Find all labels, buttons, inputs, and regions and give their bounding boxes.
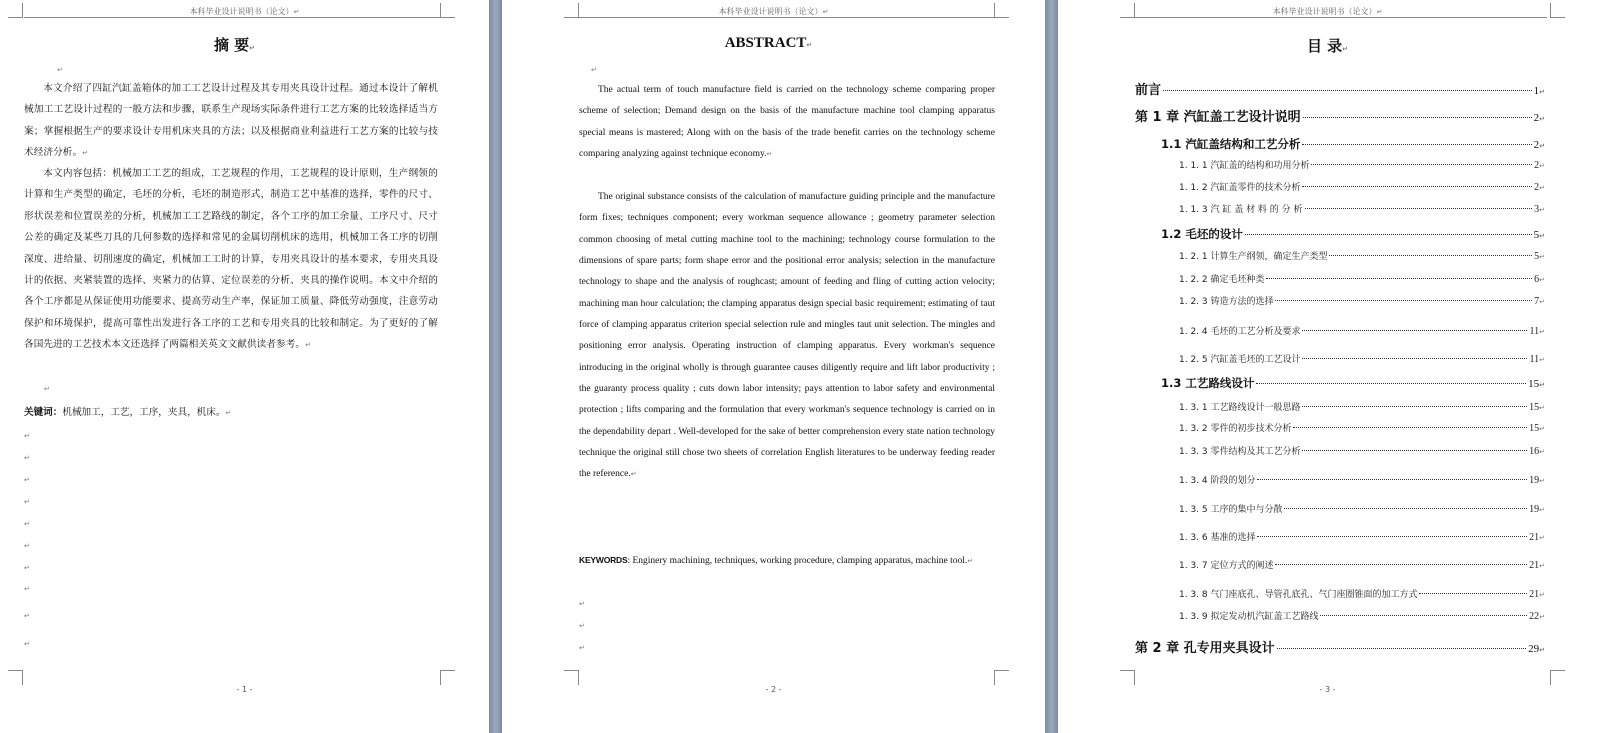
header-rule [1134,17,1547,18]
toc-leader-dots [1275,564,1527,565]
toc-entry[interactable] [1135,79,1545,98]
paragraph-mark: ↵ [1539,356,1545,364]
paragraph-mark: ↵ [1539,534,1545,542]
toc-entry[interactable] [1179,530,1545,543]
crop-mark [440,670,455,685]
toc-leader-dots [1320,615,1527,616]
toc-entry[interactable] [1161,226,1545,242]
toc-leader-dots [1284,508,1527,509]
toc-entry-page: 16 [1529,446,1540,457]
toc-entry-label: 1. 2. 2 确定毛坯种类 [1179,275,1265,285]
toc-entry-label: 1. 3. 1 工艺路线设计一般思路 [1179,403,1301,413]
paragraph-mark: ↵ [579,622,585,630]
paragraph-mark: ↵ [24,542,30,550]
page-header: 本科毕业设计说明书（论文）↵ [1272,7,1383,16]
toc-entry-label: 1. 3. 5 工序的集中与分散 [1179,505,1283,515]
toc-entry-page: 2 [1533,139,1540,151]
toc-leader-dots [1277,648,1527,649]
toc-entry-label: 第 2 章 孔专用夹具设计 [1135,641,1275,656]
crop-mark [8,3,23,18]
paragraph-mark: ↵ [1539,591,1545,599]
toc-leader-dots [1257,479,1527,480]
crop-mark [8,670,23,685]
toc-entry[interactable] [1179,400,1545,413]
toc-leader-dots [1245,234,1532,235]
paragraph-mark: ↵ [1539,328,1545,336]
toc-entry-label: 1. 2. 1 计算生产纲领，确定生产类型 [1179,252,1328,262]
document-page-1 [0,0,489,733]
crop-mark [1120,670,1135,685]
abstract-paragraph: 本文内容包括：机械加工工艺的组成，工艺规程的作用，工艺规程的设计原则，生产纲领的计算和生产类型的确定，毛坯的分析，毛坯的制造形式，制造工艺中基准的选择，零件的尺寸、形状误差和位置误差的分析，机械加工工艺路线的制定，各个工序的加工余量、工序尺寸、尺寸公差的确定及某些刀具的几何参数的选择和常见的金属切削机床的选用，机械加工各工序的切削深度、进给量、切削速度的确定，机械加工工时的计算，专用夹具设计的基本要求，专用夹具设计的依据、夹紧装置的选择、夹紧力的估算、定位误差的分析、夹具的操作说明。本文中介绍的各个工序都是从保证使用功能要求、提高劳动生产率，保证加工质量、降低劳动强度，注意劳动保护和环境保护，提高可靠性出发进行各工序的工艺和专用夹具的比较和制定。为了更好的了解各国先进的工艺技术本文还选择了两篇相关英文文献供读者参考。↵ [24,168,438,351]
paragraph-mark: ↵ [57,66,63,74]
paragraph-mark: ↵ [24,454,30,462]
paragraph-mark: ↵ [579,644,585,652]
paragraph-mark: ↵ [1539,613,1545,621]
paragraph-mark: ↵ [1539,88,1545,96]
paragraph-mark: ↵ [579,600,585,608]
paragraph-mark: ↵ [1539,404,1545,412]
toc-leader-dots [1302,330,1527,331]
toc-leader-dots [1302,358,1527,359]
page-number: - 2 - [765,685,782,694]
paragraph-mark: ↵ [1539,184,1545,192]
toc-leader-dots [1257,536,1527,537]
toc-entry-label: 1. 3. 3 零件结构及其工艺分析 [1179,447,1301,457]
toc-entry-page: 5 [1534,251,1540,262]
toc-entry-page: 7 [1534,296,1540,307]
toc-entry-page: 15 [1529,423,1540,434]
toc-entry-label: 1. 1. 2 汽缸盖零件的技术分析 [1179,183,1301,193]
paragraph-mark: ↵ [1539,298,1545,306]
header-rule [578,17,995,18]
toc-entry[interactable] [1179,272,1545,285]
toc-entry-page: 11 [1529,326,1540,337]
toc-entry[interactable] [1179,324,1545,337]
paragraph-mark: ↵ [591,66,597,74]
paragraph-mark: ↵ [1539,232,1545,240]
toc-entry-label: 1. 2. 4 毛坯的工艺分析及要求 [1179,327,1301,337]
paragraph-mark: ↵ [1539,646,1545,654]
toc-entry-page: 2 [1534,182,1540,193]
paragraph-mark: ↵ [24,612,30,620]
toc-entry-page: 5 [1533,229,1540,241]
toc-entry[interactable] [1179,444,1545,457]
toc-entry-label: 1.1 汽缸盖结构和工艺分析 [1161,137,1301,151]
paragraph-mark: ↵ [1539,276,1545,284]
toc-entry-label: 前言 [1135,83,1162,98]
toc-entry-label: 1. 3. 6 基准的选择 [1179,533,1256,543]
toc-entry[interactable] [1179,249,1545,262]
toc-entry[interactable] [1179,502,1545,515]
toc-leader-dots [1303,117,1532,118]
paragraph-mark: ↵ [1539,162,1545,170]
paragraph-mark: ↵ [1539,425,1545,433]
toc-entry-label: 1. 3. 9 拟定发动机汽缸盖工艺路线 [1179,612,1319,622]
paragraph-mark: ↵ [1539,477,1545,485]
toc-entry-page: 22 [1529,611,1540,622]
page-title: 摘 要↵ [213,36,256,54]
paragraph-mark: ↵ [24,640,30,648]
paragraph-mark: ↵ [24,498,30,506]
toc-entry-page: 19 [1529,475,1540,486]
page-header: 本科毕业设计说明书（论文）↵ [718,7,829,16]
paragraph-mark: ↵ [24,520,30,528]
page-gutter [489,0,502,733]
page-number: - 3 - [1319,685,1336,694]
toc-leader-dots [1293,427,1527,428]
toc-entry-page: 15 [1529,402,1540,413]
toc-entry[interactable] [1179,294,1545,307]
toc-leader-dots [1419,593,1527,594]
toc-entry-page: 11 [1529,354,1540,365]
paragraph-mark: ↵ [1539,142,1545,150]
toc-entry[interactable] [1179,180,1545,193]
toc-entry[interactable] [1161,136,1545,152]
toc-entry-page: 19 [1529,504,1540,515]
toc-entry-label: 1. 1. 3 汽 缸 盖 材 料 的 分 析 [1179,205,1303,215]
page-number: - 1 - [236,685,253,694]
toc-entry-label: 1. 3. 4 阶段的划分 [1179,476,1256,486]
toc-leader-dots [1163,90,1532,91]
document-page-2 [502,0,1045,733]
keywords-line: KEYWORDS: Enginery machining, techniques, working procedure, clamping apparatus, machine tool.↵ [579,555,974,566]
page-title: ABSTRACT↵ [724,35,813,51]
toc-leader-dots [1256,383,1526,384]
toc-entry-label: 1. 2. 3 铸造方法的选择 [1179,297,1274,307]
abstract-paragraph: The original substance consists of the calculation of manufacture guiding principle and the manufacture form fixes; techniques component; every workman sequence allowance ; geometry parameter selection common choosing of metal cutting machine tool to the machining; technology course formulation to the dimensions of spare parts; form shape error and the positional error analysis; selection in the manufacture technology to shape and the analysis of roughcast; amount of feeding and fling of cutting action velocity; machining man hour calculation; the clamping apparatus design special basic requirement; estimating of taut force of clamping apparatus criterion special selection rule and mingles taut unit selection. The mingles and positioning error analysis. Operating instruction of clamping apparatus. Every workman's sequence introducing in the original wholly is through guarantee causes diligently require and lift labor productivity ; the guaranty process quality ; cuts down labor intensity; pays attention to labor safety and environmental protection ; lifts comparing and the formulation that every workman's sequence technology is carried on in the dependability depart . Well-developed for the sake of better comprehension every state nation technology technique the original still chose two sheets of correlation English literatures to be underway feeding reader the reference.↵ [579,192,995,480]
toc-entry-label: 1. 3. 2 零件的初步技术分析 [1179,424,1292,434]
toc-leader-dots [1302,450,1527,451]
toc-entry[interactable] [1179,421,1545,434]
toc-entry[interactable] [1179,609,1545,622]
toc-entry[interactable] [1179,158,1545,171]
toc-entry-page: 2 [1533,112,1540,124]
toc-leader-dots [1329,255,1532,256]
toc-entry-page: 21 [1529,560,1540,571]
toc-entry-label: 1. 2. 5 汽缸盖毛坯的工艺设计 [1179,355,1301,365]
toc-entry[interactable] [1179,587,1545,600]
keywords-line: 关键词：机械加工，工艺，工序，夹具，机床。↵ [24,407,232,418]
toc-entry-label: 1.2 毛坯的设计 [1161,227,1243,241]
document-page-3 [1058,0,1597,733]
crop-mark [994,670,1009,685]
paragraph-mark: ↵ [24,585,30,593]
toc-leader-dots [1275,300,1532,301]
crop-mark [564,670,579,685]
header-rule [24,17,455,18]
toc-entry[interactable] [1135,106,1545,125]
paragraph-mark: ↵ [1539,448,1545,456]
toc-entry-page: 15 [1528,378,1540,390]
paragraph-mark: ↵ [24,564,30,572]
paragraph-mark: ↵ [1539,206,1545,214]
toc-entry-page: 2 [1534,160,1540,171]
toc-entry-page: 21 [1529,532,1540,543]
paragraph-mark: ↵ [1539,562,1545,570]
paragraph-mark: ↵ [1539,506,1545,514]
page-header: 本科毕业设计说明书（论文）↵ [189,7,300,16]
abstract-paragraph: 本文介绍了四缸汽缸盖箱体的加工工艺设计过程及其专用夹具设计过程。通过本设计了解机械加工工艺设计过程的一般方法和步骤，联系生产现场实际条件进行工艺方案的比较选择适当方案；掌握根据生产的要求设计专用机床夹具的方法；以及根据商业利益进行工艺方案的比较与技术经济分析。↵ [24,83,438,159]
toc-leader-dots [1302,186,1532,187]
toc-entry[interactable] [1179,558,1545,571]
toc-entry[interactable] [1135,637,1545,656]
toc-entry-label: 1.3 工艺路线设计 [1161,376,1255,390]
toc-entry[interactable] [1179,473,1545,486]
crop-mark [440,3,455,18]
paragraph-mark: ↵ [1539,381,1545,389]
toc-entry[interactable] [1179,202,1545,215]
crop-mark [1120,3,1135,18]
paragraph-mark: ↵ [1539,253,1545,261]
abstract-paragraph: The actual term of touch manufacture field is carried on the technology scheme comparing proper scheme of selection; Demand design on the basis of the manufacture machine tool clamping apparatus special means is mastered; Along with on the basis of the trade benefit carries on the technology scheme comparing analyzing against technique economy.↵ [579,85,995,160]
toc-entry-label: 第 1 章 汽缸盖工艺设计说明 [1135,110,1301,125]
crop-mark [1550,670,1565,685]
crop-mark [1550,3,1565,18]
paragraph-mark: ↵ [44,385,50,393]
toc-entry-page: 29 [1528,643,1540,655]
page-gutter [1045,0,1058,733]
toc-entry-page: 3 [1534,204,1540,215]
toc-leader-dots [1302,406,1527,407]
toc-leader-dots [1311,164,1532,165]
crop-mark [564,3,579,18]
toc-leader-dots [1305,208,1533,209]
toc-entry-label: 1. 3. 7 定位方式的阐述 [1179,561,1274,571]
toc-entry[interactable] [1161,375,1545,391]
paragraph-mark: ↵ [24,476,30,484]
toc-leader-dots [1266,278,1532,279]
paragraph-mark: ↵ [1539,115,1545,123]
toc-entry-page: 6 [1534,274,1540,285]
toc-entry-page: 21 [1529,589,1540,600]
crop-mark [994,3,1009,18]
toc-entry-label: 1. 1. 1 汽缸盖的结构和功用分析 [1179,161,1310,171]
page-title: 目 录↵ [1306,37,1349,55]
toc-entry-page: 1 [1533,85,1540,97]
toc-entry[interactable] [1179,352,1545,365]
paragraph-mark: ↵ [24,432,30,440]
toc-leader-dots [1302,144,1531,145]
toc-entry-label: 1. 3. 8 气门座底孔、导管孔底孔、气门座圈锥面的加工方式 [1179,590,1418,600]
